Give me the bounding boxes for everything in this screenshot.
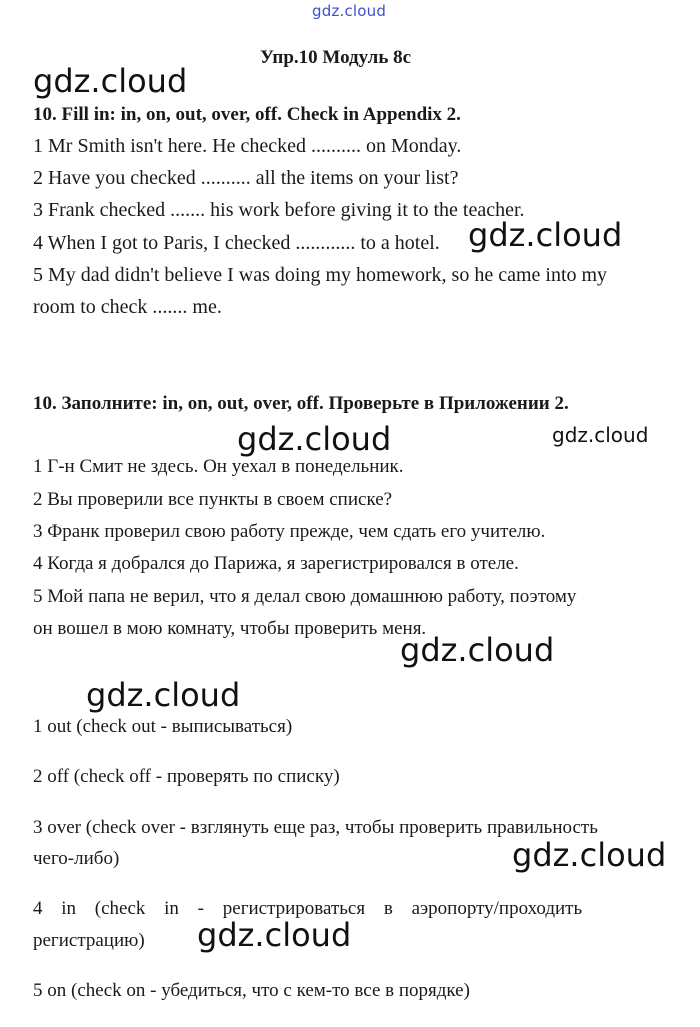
watermark-top: gdz.cloud	[312, 2, 387, 20]
watermark: gdz.cloud	[468, 216, 623, 254]
exercise-en-line-4: 4 When I got to Paris, I checked ............ to a hotel.	[33, 232, 440, 254]
watermark: gdz.cloud	[33, 62, 188, 100]
exercise-ru-line-1: 1 Г-н Смит не здесь. Он уехал в понедельник.	[33, 456, 404, 477]
watermark: gdz.cloud	[400, 631, 555, 669]
watermark: gdz.cloud	[552, 423, 649, 447]
watermark: gdz.cloud	[237, 420, 392, 458]
answer-1: 1 out (check out - выписываться)	[33, 716, 293, 737]
exercise-en-heading: 10. Fill in: in, on, out, over, off. Check in Appendix 2.	[33, 104, 461, 125]
watermark: gdz.cloud	[86, 676, 241, 714]
answer-4-cont: регистрацию)	[33, 930, 145, 951]
exercise-ru-heading: 10. Заполните: in, on, out, over, off. Проверьте в Приложении 2.	[33, 393, 569, 414]
exercise-ru-line-6: он вошел в мою комнату, чтобы проверить меня.	[33, 618, 427, 639]
watermark: gdz.cloud	[512, 836, 667, 874]
answer-3: 3 over (check over - взглянуть еще раз, чтобы проверить правильность	[33, 817, 598, 838]
page-title: Упр.10 Модуль 8с	[260, 47, 412, 68]
exercise-ru-line-3: 3 Франк проверил свою работу прежде, чем сдать его учителю.	[33, 521, 546, 542]
exercise-en-line-3: 3 Frank checked ....... his work before giving it to the teacher.	[33, 199, 525, 221]
exercise-ru-line-5: 5 Мой папа не верил, что я делал свою домашнюю работу, поэтому	[33, 586, 577, 607]
watermark: gdz.cloud	[197, 916, 352, 954]
answer-2: 2 off (check off - проверять по списку)	[33, 766, 340, 787]
exercise-en-line-2: 2 Have you checked .......... all the items on your list?	[33, 167, 459, 189]
exercise-en-line-1: 1 Mr Smith isn't here. He checked .......... on Monday.	[33, 135, 462, 157]
exercise-ru-line-4: 4 Когда я добрался до Парижа, я зарегистрировался в отеле.	[33, 553, 519, 574]
exercise-ru-line-2: 2 Вы проверили все пункты в своем списке?	[33, 489, 393, 510]
answer-5: 5 on (check on - убедиться, что с кем-то все в порядке)	[33, 980, 470, 1001]
exercise-en-line-6: room to check ....... me.	[33, 296, 222, 318]
answer-4: 4 in (check in - регистрироваться в аэропорту/проходить	[33, 898, 583, 919]
exercise-en-line-5: 5 My dad didn't believe I was doing my homework, so he came into my	[33, 264, 608, 286]
answer-3-cont: чего-либо)	[33, 848, 120, 869]
